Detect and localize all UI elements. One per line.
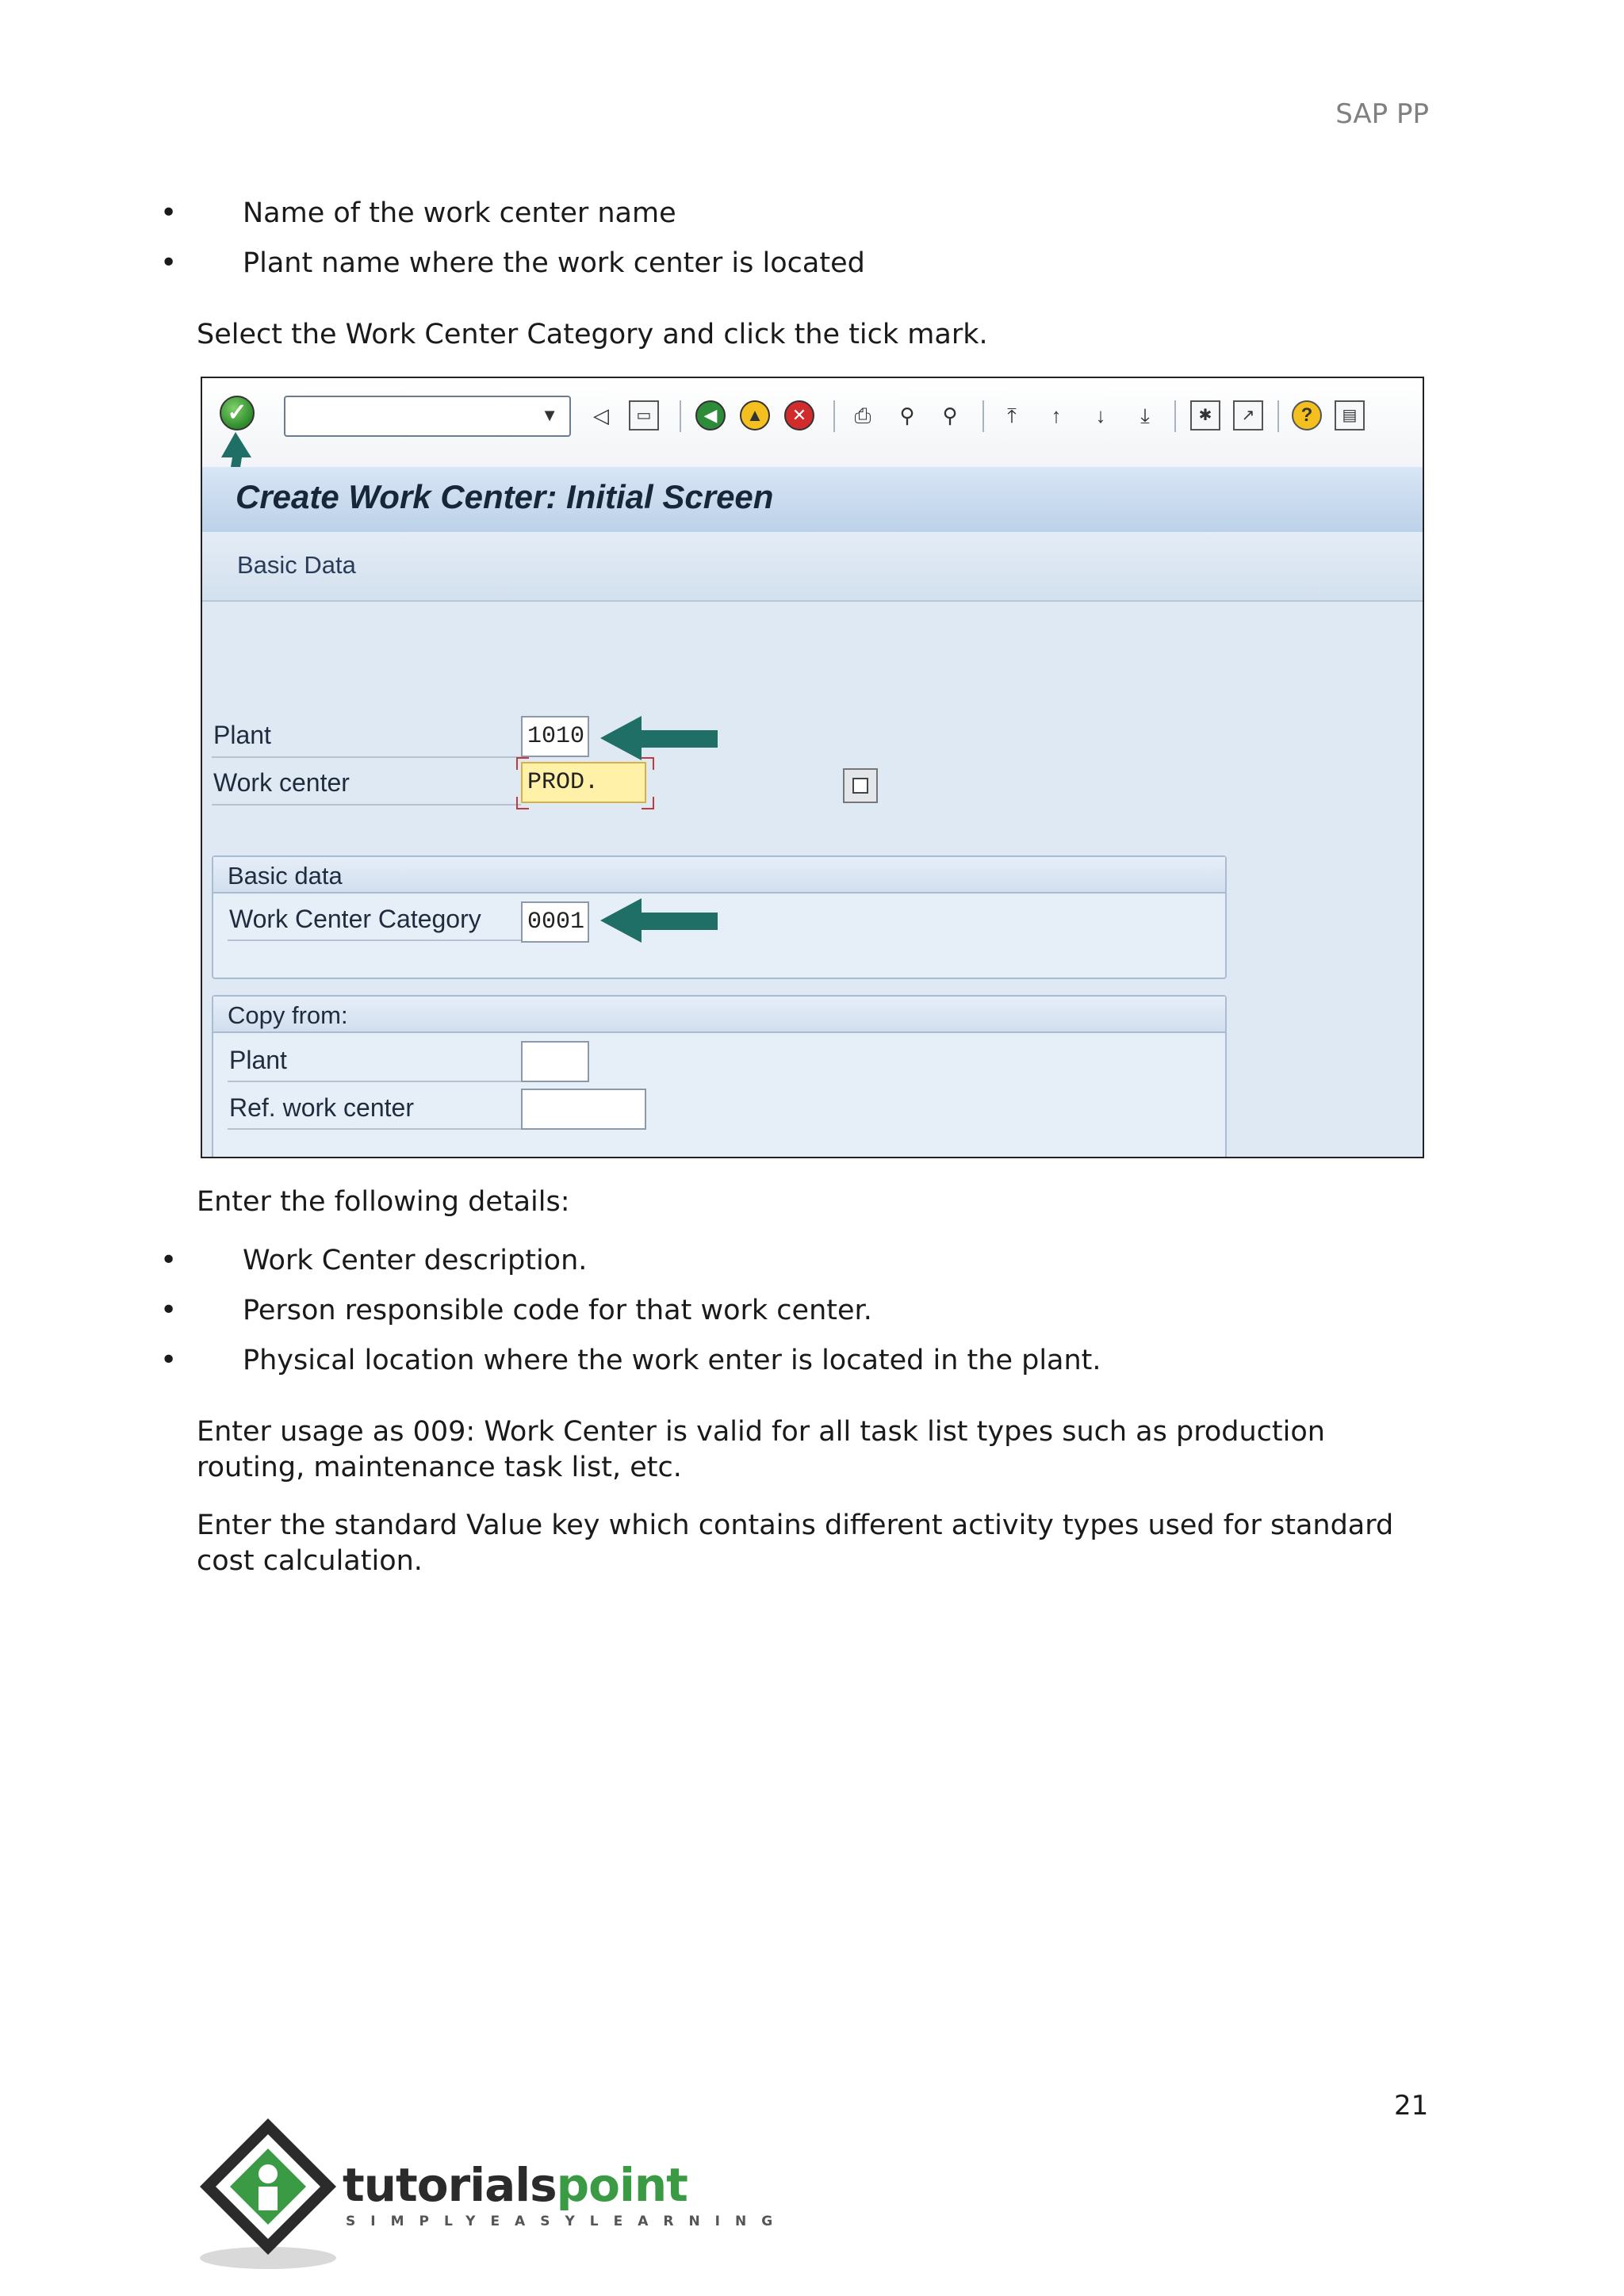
create-session-icon[interactable]: ✱ (1190, 400, 1220, 430)
save-icon[interactable]: ▭ (629, 400, 659, 430)
list-item-text: Person responsible code for that work center. (243, 1295, 872, 1326)
previous-page-icon[interactable]: ↑ (1051, 404, 1062, 427)
help-icon[interactable]: ? (1292, 400, 1322, 430)
required-marker (642, 797, 654, 809)
group-title: Copy from: (228, 1001, 348, 1029)
title-bar (202, 467, 1423, 532)
required-marker (516, 757, 529, 770)
label-underline (212, 756, 521, 758)
list-item-text: Plant name where the work center is located (243, 247, 865, 279)
intro-bullet-list (160, 193, 865, 293)
ref-work-center-label: Ref. work center (229, 1093, 414, 1122)
pointer-arrow-left (599, 894, 726, 949)
group-header (213, 857, 1225, 894)
list-item: • Plant name where the work center is located (160, 247, 865, 279)
pointer-arrow-left (599, 711, 726, 767)
label-underline (228, 939, 523, 941)
toolbar-separator (680, 400, 681, 432)
logo-word-tutorials: tutorials (343, 2158, 557, 2212)
find-next-icon[interactable]: ⚲ (942, 404, 958, 427)
toolbar-separator (1277, 400, 1279, 432)
plant-input[interactable]: 1010 (521, 716, 589, 757)
work-center-label: Work center (213, 768, 350, 797)
find-icon[interactable]: ⚲ (899, 404, 915, 427)
collapse-icon[interactable]: ◁ (593, 404, 609, 427)
logo-word-point: point (556, 2158, 688, 2212)
usage-paragraph: Enter usage as 009: Work Center is valid for all task list types such as production routing, maintenance task list, etc. (197, 1416, 1325, 1483)
group-header (213, 997, 1225, 1033)
first-page-icon[interactable]: ⤒ (1007, 404, 1017, 427)
back-icon[interactable]: ◀ (695, 400, 726, 430)
shortcut-icon[interactable]: ↗ (1233, 400, 1263, 430)
list-item-text: Physical location where the work enter is located in the plant. (243, 1345, 1101, 1376)
label-underline (228, 1128, 523, 1130)
logo-wordmark (343, 2158, 688, 2212)
copy-from-group (212, 995, 1227, 1158)
instruction-text: Select the Work Center Category and click the tick mark. (197, 319, 988, 350)
detail-bullet-list (160, 1241, 1101, 1391)
last-page-icon[interactable]: ⤓ (1140, 404, 1150, 427)
basic-data-button[interactable]: Basic Data (237, 551, 356, 579)
command-field[interactable] (284, 396, 571, 437)
plant-label: Plant (213, 721, 271, 749)
required-marker (516, 797, 529, 809)
tutorialspoint-logo (195, 2114, 788, 2272)
page-number: 21 (1394, 2090, 1429, 2122)
sap-standard-toolbar (202, 378, 1423, 467)
print-icon[interactable]: ⎙ (854, 404, 871, 427)
application-toolbar (202, 532, 1423, 602)
toolbar-separator (833, 400, 835, 432)
copy-plant-input[interactable] (521, 1041, 589, 1082)
work-center-category-input[interactable]: 0001 (521, 901, 589, 943)
label-underline (228, 1081, 523, 1082)
sap-screenshot (201, 377, 1424, 1158)
value-key-paragraph: Enter the standard Value key which contains different activity types used for standard cost calculation. (197, 1510, 1394, 1577)
list-item: • Work Center description. (160, 1244, 588, 1276)
list-item-text: Work Center description. (243, 1245, 588, 1276)
enter-details-text: Enter the following details: (197, 1186, 570, 1218)
cancel-icon[interactable]: ✕ (784, 400, 814, 430)
enter-checkmark-icon[interactable]: ✓ (220, 396, 255, 430)
list-item: • Physical location where the work enter is located in the plant. (160, 1344, 1101, 1376)
work-center-input[interactable]: PROD. (521, 762, 646, 803)
next-page-icon[interactable]: ↓ (1095, 404, 1106, 427)
logo-diamond-icon (195, 2114, 346, 2272)
screen-title: Create Work Center: Initial Screen (236, 478, 774, 515)
label-underline (212, 804, 521, 806)
copy-plant-label: Plant (229, 1046, 287, 1074)
page-header: SAP PP (1335, 98, 1429, 130)
ref-work-center-input[interactable] (521, 1089, 646, 1130)
list-item: • Person responsible code for that work center. (160, 1294, 872, 1326)
dropdown-caret-icon[interactable]: ▼ (541, 405, 558, 425)
toolbar-separator (982, 400, 984, 432)
exit-icon[interactable]: ▲ (740, 400, 770, 430)
search-help-icon[interactable] (843, 768, 878, 803)
layout-menu-icon[interactable]: ▤ (1335, 400, 1365, 430)
logo-tagline: SIMPLYEASYLEARNING (346, 2214, 788, 2229)
list-item: • Name of the work center name (160, 197, 676, 229)
group-title: Basic data (228, 862, 343, 890)
list-item-text: Name of the work center name (243, 197, 676, 229)
toolbar-separator (1174, 400, 1176, 432)
work-center-category-label: Work Center Category (229, 905, 481, 933)
